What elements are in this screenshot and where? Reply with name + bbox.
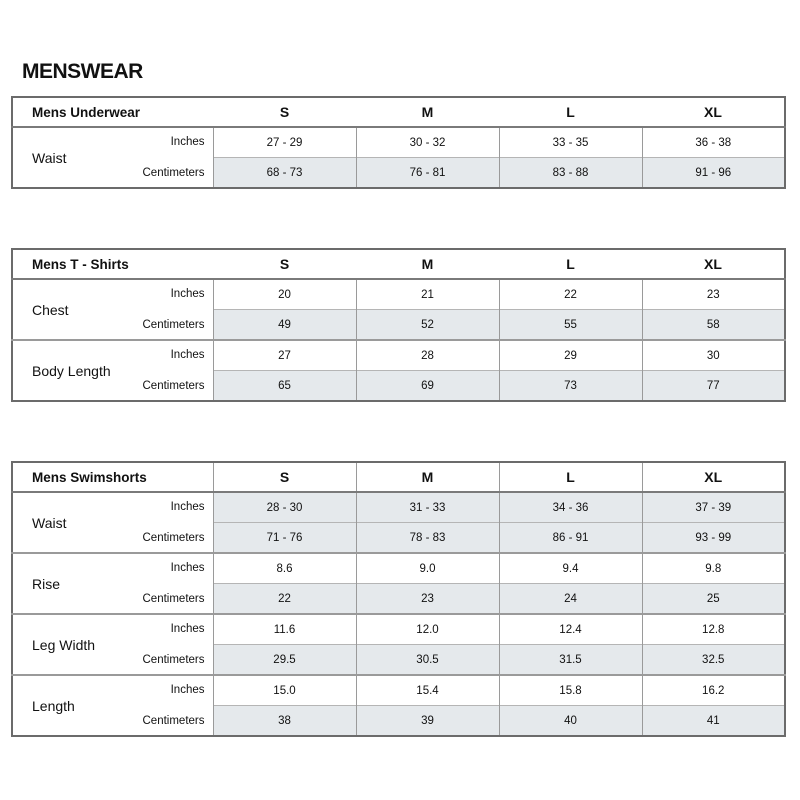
measure-label-cell: [12, 492, 213, 553]
value-cell-m-inches: 28: [356, 340, 499, 371]
size-header-xl: XL: [642, 462, 785, 492]
measure-name: Body Length: [32, 362, 111, 379]
size-header-l: L: [499, 97, 642, 127]
size-header-l: L: [499, 249, 642, 279]
value-cell-s-cm: 71 - 76: [213, 523, 356, 554]
value-cell-l-inches: 15.8: [499, 675, 642, 706]
value-cell-l-inches: 34 - 36: [499, 492, 642, 523]
value-cell-s-cm: 29.5: [213, 645, 356, 676]
value-cell-l-inches: 9.4: [499, 553, 642, 584]
table-row: [12, 340, 785, 371]
value-cell-xl-cm: 25: [642, 584, 785, 615]
measure-label-cell: [12, 553, 213, 614]
table-row: [12, 492, 785, 523]
value-cell-xl-inches: 23: [642, 279, 785, 310]
size-header-m: M: [356, 249, 499, 279]
value-cell-s-inches: 27: [213, 340, 356, 371]
value-cell-s-inches: 15.0: [213, 675, 356, 706]
value-cell-l-cm: 31.5: [499, 645, 642, 676]
table-name: Mens T - Shirts: [12, 249, 213, 279]
table-header-row: [12, 462, 785, 492]
value-cell-m-inches: 12.0: [356, 614, 499, 645]
value-cell-s-cm: 68 - 73: [213, 158, 356, 189]
size-header-xl: XL: [642, 249, 785, 279]
measure-name: Chest: [32, 301, 69, 318]
measure-name: Length: [32, 697, 75, 714]
table-name: Mens Underwear: [12, 97, 213, 127]
value-cell-xl-cm: 77: [642, 371, 785, 402]
measure-label-cell: [12, 127, 213, 188]
size-header-s: S: [213, 97, 356, 127]
table-row: [12, 553, 785, 584]
value-cell-l-inches: 33 - 35: [499, 127, 642, 158]
size-header-xl: XL: [642, 97, 785, 127]
value-cell-l-cm: 86 - 91: [499, 523, 642, 554]
value-cell-s-inches: 11.6: [213, 614, 356, 645]
table-header-row: [12, 97, 785, 127]
value-cell-m-cm: 78 - 83: [356, 523, 499, 554]
value-cell-xl-inches: 30: [642, 340, 785, 371]
unit-label-centimeters: Centimeters: [142, 167, 205, 179]
size-header-s: S: [213, 462, 356, 492]
value-cell-s-inches: 8.6: [213, 553, 356, 584]
value-cell-l-cm: 83 - 88: [499, 158, 642, 189]
value-cell-xl-inches: 16.2: [642, 675, 785, 706]
value-cell-l-cm: 73: [499, 371, 642, 402]
value-cell-xl-cm: 32.5: [642, 645, 785, 676]
value-cell-m-inches: 21: [356, 279, 499, 310]
unit-label-centimeters: Centimeters: [142, 593, 205, 605]
table-row: [12, 127, 785, 158]
unit-label-centimeters: Centimeters: [142, 532, 205, 544]
size-header-m: M: [356, 97, 499, 127]
unit-label-centimeters: Centimeters: [142, 319, 205, 331]
value-cell-s-inches: 28 - 30: [213, 492, 356, 523]
value-cell-l-inches: 12.4: [499, 614, 642, 645]
value-cell-l-cm: 24: [499, 584, 642, 615]
value-cell-m-cm: 39: [356, 706, 499, 737]
measure-label-cell: [12, 340, 213, 401]
value-cell-xl-inches: 12.8: [642, 614, 785, 645]
table-row: [12, 614, 785, 645]
unit-label-inches: Inches: [170, 684, 205, 696]
value-cell-l-cm: 40: [499, 706, 642, 737]
value-cell-s-cm: 49: [213, 310, 356, 341]
size-header-m: M: [356, 462, 499, 492]
measure-label-cell: [12, 279, 213, 340]
unit-label-inches: Inches: [170, 501, 205, 513]
size-header-l: L: [499, 462, 642, 492]
measure-name: Waist: [32, 149, 67, 166]
value-cell-l-cm: 55: [499, 310, 642, 341]
value-cell-l-inches: 22: [499, 279, 642, 310]
size-table-mens-underwear: [11, 96, 786, 189]
value-cell-s-inches: 20: [213, 279, 356, 310]
measure-name: Leg Width: [32, 636, 96, 653]
value-cell-s-inches: 27 - 29: [213, 127, 356, 158]
value-cell-xl-cm: 91 - 96: [642, 158, 785, 189]
value-cell-xl-cm: 58: [642, 310, 785, 341]
value-cell-m-cm: 23: [356, 584, 499, 615]
value-cell-m-cm: 30.5: [356, 645, 499, 676]
unit-label-inches: Inches: [170, 562, 205, 574]
unit-label-inches: Inches: [170, 288, 205, 300]
table-row: [12, 675, 785, 706]
unit-label-centimeters: Centimeters: [142, 380, 205, 392]
size-table-mens-swimshorts: [11, 461, 786, 737]
size-table-mens-t-shirts: [11, 248, 786, 402]
value-cell-m-cm: 76 - 81: [356, 158, 499, 189]
unit-label-inches: Inches: [170, 623, 205, 635]
size-header-s: S: [213, 249, 356, 279]
measure-name: Rise: [32, 575, 61, 592]
unit-label-centimeters: Centimeters: [142, 715, 205, 727]
measure-label-cell: [12, 675, 213, 736]
value-cell-l-inches: 29: [499, 340, 642, 371]
value-cell-s-cm: 38: [213, 706, 356, 737]
unit-label-centimeters: Centimeters: [142, 654, 205, 666]
value-cell-m-inches: 30 - 32: [356, 127, 499, 158]
value-cell-m-inches: 9.0: [356, 553, 499, 584]
measure-name: Waist: [32, 514, 67, 531]
value-cell-xl-inches: 36 - 38: [642, 127, 785, 158]
page-title: MENSWEAR: [22, 60, 143, 83]
value-cell-s-cm: 65: [213, 371, 356, 402]
table-header-row: [12, 249, 785, 279]
value-cell-m-cm: 69: [356, 371, 499, 402]
value-cell-xl-inches: 9.8: [642, 553, 785, 584]
value-cell-m-cm: 52: [356, 310, 499, 341]
value-cell-m-inches: 15.4: [356, 675, 499, 706]
measure-label-cell: [12, 614, 213, 675]
value-cell-xl-inches: 37 - 39: [642, 492, 785, 523]
value-cell-m-inches: 31 - 33: [356, 492, 499, 523]
unit-label-inches: Inches: [170, 349, 205, 361]
table-row: [12, 279, 785, 310]
value-cell-s-cm: 22: [213, 584, 356, 615]
table-name: Mens Swimshorts: [12, 462, 213, 492]
unit-label-inches: Inches: [170, 136, 205, 148]
value-cell-xl-cm: 93 - 99: [642, 523, 785, 554]
value-cell-xl-cm: 41: [642, 706, 785, 737]
